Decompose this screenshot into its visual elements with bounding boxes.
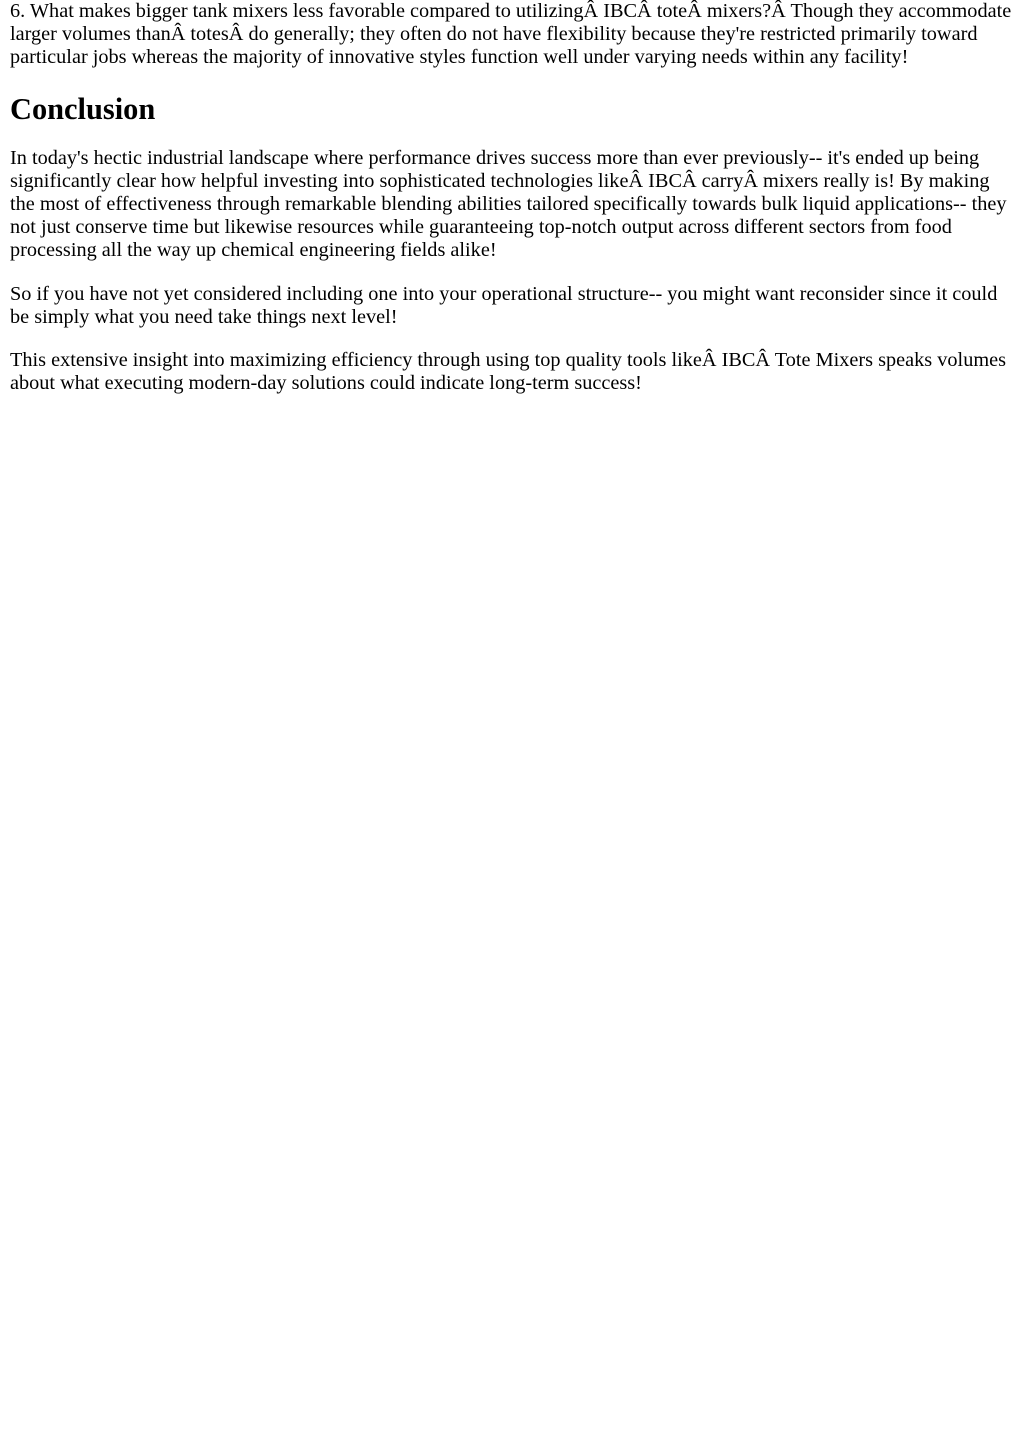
conclusion-paragraph-2: So if you have not yet considered including one into your operational structure-- you might want reconsider since it could be simply what you need take things next level! [10, 282, 998, 328]
conclusion-paragraph-3: This extensive insight into maximizing efficiency through using top quality tools likeÂ IBCÂ Tote Mixers speaks volumes about what executing modern-day solutions could indicate long-term success! [10, 349, 1006, 395]
faq-item-6: 6. What makes bigger tank mixers less favorable compared to utilizingÂ IBCÂ toteÂ mixers?Â Though they accommodate larger volumes thanÂ totesÂ do generally; they often do not have flexibility because they're restricted primarily toward particular jobs whereas the majority of innovative styles function well under varying needs within any facility! [10, 0, 1012, 69]
conclusion-heading: Conclusion [10, 91, 156, 126]
conclusion-paragraph-1: In today's hectic industrial landscape where performance drives success more than ever previously-- it's ended up being significantly clear how helpful investing into sophisticated technologies likeÂ IBCÂ carryÂ mixers really is! By making the most of effectiveness through remarkable blending abilities tailored specifically towards bulk liquid applications-- they not just conserve time but likewise resources while guaranteeing top-notch output across different sectors from food processing all the way up chemical engineering fields alike! [10, 146, 1007, 262]
article-body [0, 0, 1024, 395]
